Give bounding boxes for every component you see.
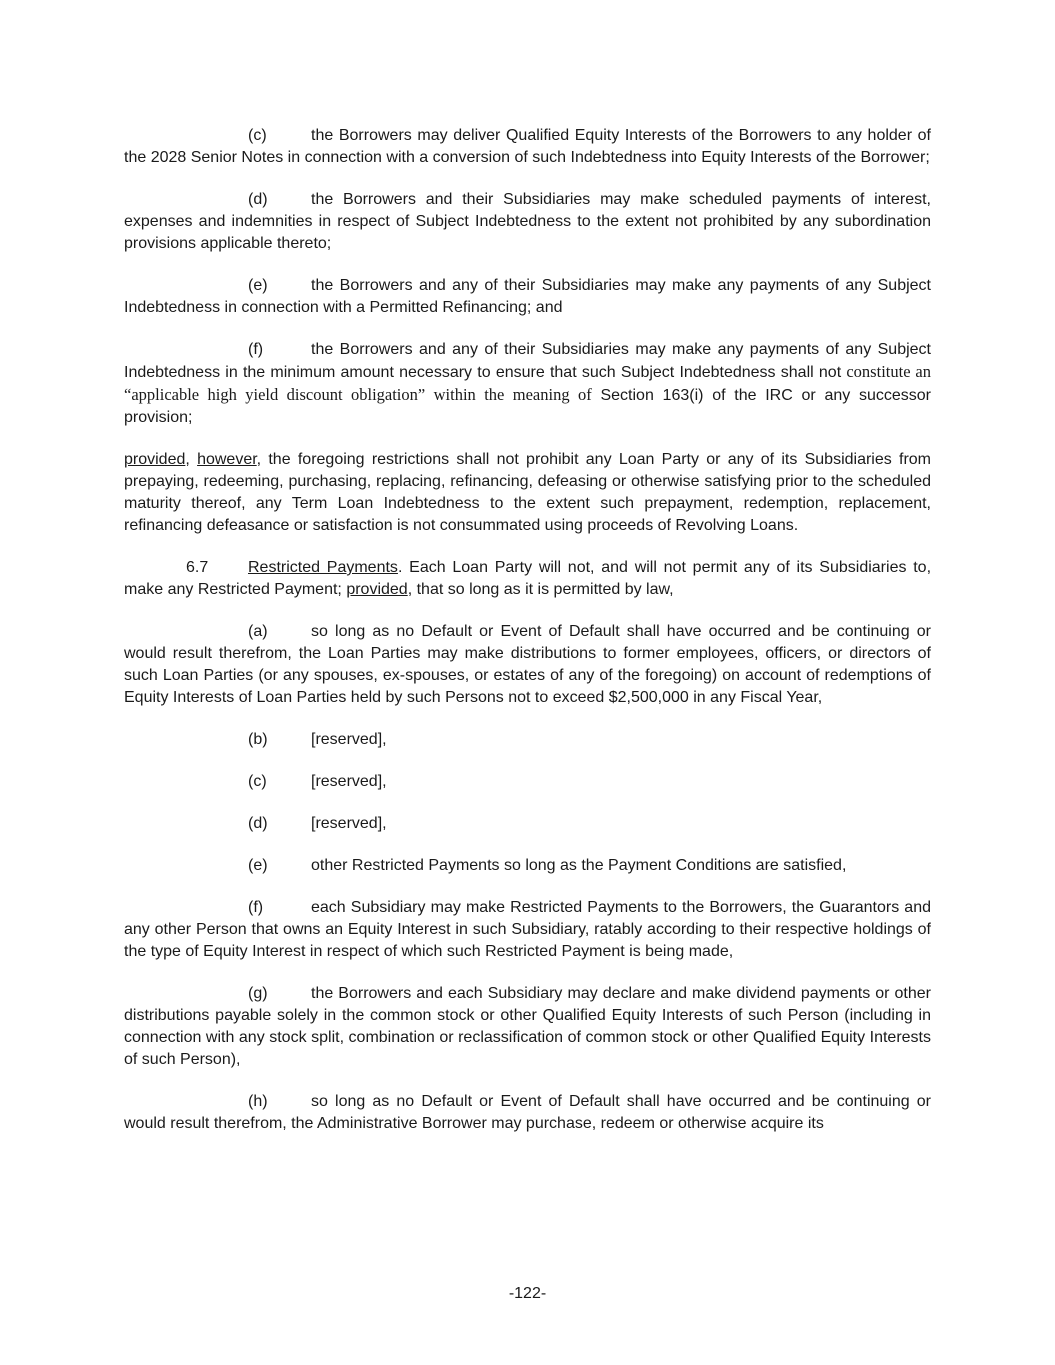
clause-text: the Borrowers and any of their Subsidiaries may make any payments of any Subject Indebtedness in the minimum amount necessary to ensure that such Subject Indebtedness shall not (124, 341, 931, 381)
subclause-b (124, 729, 931, 751)
page-number: -122- (508, 1285, 547, 1302)
clause-text: the Borrowers and any of their Subsidiaries may make any payments of any Subject Indebtedness in connection with a Permitted Refinancing; and (124, 277, 931, 316)
subclause-d (124, 813, 931, 835)
clause-text: [reserved], (311, 773, 387, 790)
clause-c (124, 125, 931, 169)
proviso-text: , the foregoing restrictions shall not prohibit any Loan Party or any of its Subsidiaries from prepaying, redeeming, purchasing, replacing, refinancing, defeasing or otherwise satisfying prior to the scheduled maturity thereof, any Term Loan Indebtedness to the extent such prepayment, redemption, replacement, refinancing defeasance or satisfaction is not consummated using proceeds of Revolving Loans. (124, 451, 932, 534)
subclause-f (124, 897, 931, 963)
subclause-e (124, 855, 931, 877)
clause-label: (f) (248, 341, 264, 358)
subclause-h (124, 1091, 931, 1135)
clause-label: (d) (248, 815, 268, 832)
clause-text: so long as no Default or Event of Default shall have occurred and be continuing or would result therefrom, the Loan Parties may make distributions to former employees, officers, or directors of such Loan Parties (or any spouses, ex-spouses, or estates of any of the foregoing) on account of redemptions of Equity Interests of Loan Parties held by such Persons not to exceed $2,500,000 in any Fiscal Year, (124, 623, 931, 706)
clause-text: other Restricted Payments so long as the Payment Conditions are satisfied, (311, 857, 847, 874)
proviso-paragraph: provided, however, the foregoing restrictions shall not prohibit any Loan Party or any of its Subsidiaries from prepaying, redeeming, purchasing, replacing, refinancing, defeasing or otherwise satisfying prior to the scheduled maturity thereof, any Term Loan Indebtedness to the extent such prepayment, redemption, replacement, refinancing defeasance or satisfaction is not consummated using proceeds of Revolving Loans. (124, 451, 932, 534)
clause-e (124, 275, 931, 319)
proviso-however: however (197, 451, 257, 468)
clause-label: (c) (248, 773, 267, 790)
clause-text: [reserved], (311, 731, 387, 748)
clause-label: (f) (248, 899, 264, 916)
clause-label: (h) (248, 1093, 268, 1110)
clause-label: (a) (248, 623, 268, 640)
subclause-a (124, 621, 931, 709)
clause-text: the Borrowers may deliver Qualified Equity Interests of the Borrowers to any holder of the 2028 Senior Notes in connection with a conversion of such Indebtedness into Equity Interests of the Borrower; (124, 127, 931, 166)
section-text: . Each Loan Party will not, and will not permit any of its Subsidiaries to, make any Restricted Payment; (124, 559, 932, 598)
section-text: , that so long as it is permitted by law, (407, 581, 674, 598)
section-number: 6.7 (186, 559, 209, 576)
proviso-provided: provided (124, 451, 186, 468)
clause-label: (c) (248, 127, 267, 144)
clause-text: Section 163(i) of the IRC or any successor provision; (124, 387, 932, 426)
document-page (124, 125, 931, 1135)
clause-text-serif: constitute an “applicable high yield discount obligation” within the meaning of (124, 362, 931, 404)
subclause-c (124, 771, 931, 793)
clause-text: the Borrowers and each Subsidiary may declare and make dividend payments or other distributions payable solely in the common stock or other Qualified Equity Interests of such Person (including in connection with any stock split, combination or reclassification of common stock or other Qualified Equity Interests of such Person), (124, 985, 931, 1068)
clause-label: (e) (248, 857, 268, 874)
clause-f (124, 339, 931, 429)
clause-text: each Subsidiary may make Restricted Payments to the Borrowers, the Guarantors and any other Person that owns an Equity Interest in such Subsidiary, ratably according to their respective holdings of the type of Equity Interest in respect of which such Restricted Payment is being made, (124, 899, 931, 960)
clause-label: (b) (248, 731, 268, 748)
section-title: Restricted Payments (248, 559, 398, 576)
clause-text: the Borrowers and their Subsidiaries may make scheduled payments of interest, expenses and indemnities in respect of Subject Indebtedness to the extent not prohibited by any subordination provisions applicable thereto; (124, 191, 931, 252)
clause-text: [reserved], (311, 815, 387, 832)
section-6-7 (124, 557, 931, 601)
clause-text: so long as no Default or Event of Default shall have occurred and be continuing or would result therefrom, the Administrative Borrower may purchase, redeem or otherwise acquire its (124, 1093, 931, 1132)
subclause-g (124, 983, 931, 1071)
clause-label: (e) (248, 277, 268, 294)
section-provided: provided (346, 581, 408, 598)
clause-label: (g) (248, 985, 268, 1002)
clause-d (124, 189, 931, 255)
clause-label: (d) (248, 191, 268, 208)
